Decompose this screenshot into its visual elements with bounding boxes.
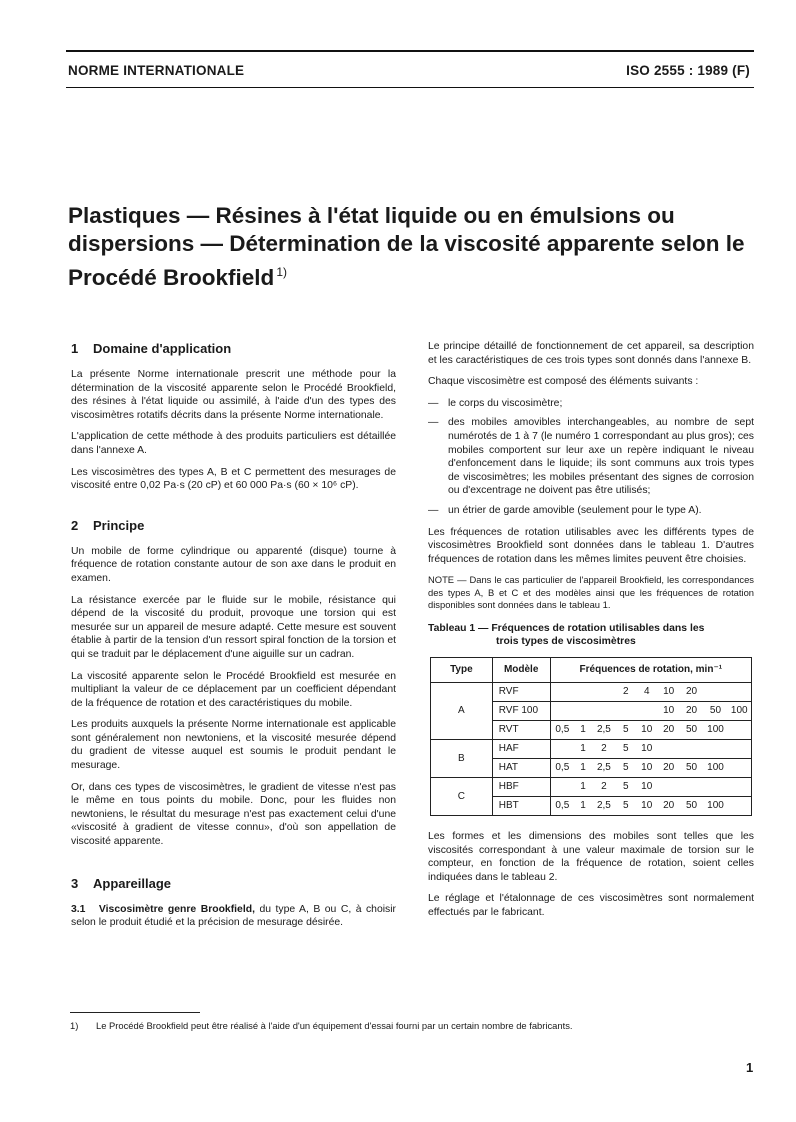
footnote [70,1020,573,1031]
right-column [428,340,754,928]
header-type: Type [431,658,493,683]
frequency-cell: 1 [574,740,592,759]
model-cell: RVF [492,683,550,702]
frequency-cell: 10 [636,797,658,816]
section-1-heading [71,340,396,358]
s3-1-text: du type A, B ou C, à choisir selon le produit étudié et la précision de mesurage désirée. [71,903,396,929]
table-1-caption-line1: Tableau 1 — Fréquences de rotation utilisables dans les [428,622,705,634]
list-item: — des mobiles amovibles interchangeables, au nombre de sept numérotés de 1 à 7 (le numéro 1 correspondant au plus gros); ces mobiles comportent sur leur axe un repère indiquant le niveau d'enfoncement dans le liquide; ils sont communs aux trois types de viscosimètres; les mobiles présentant des signes de corrosion ou d'excentrage ne doivent pas être utilisés; [428,416,754,498]
frequency-cell [574,683,592,702]
r-paragraph-3: Les fréquences de rotation utilisables avec les différents types de viscosimètres Brookfield sont données dans le tableau 1. D'autres fréquences de rotation dans les mêmes limites peuvent être choisies. [428,526,754,565]
frequency-cell [658,778,680,797]
type-cell: B [431,740,493,778]
frequency-cell [680,778,704,797]
s2-paragraph-2: La résistance exercée par le fluide sur le mobile, résistance qui dépend de la viscosité du produit, provoque une torsion qui est mesurée sur un appareil de mesure adapté. Cette mesure est souvent établie à partir de la tension d'un ressort spiral fonction de la torsion et qui se traduit par le déplacement d'une aiguille sur un cadran. [71,594,396,660]
s3-1-paragraph [71,903,396,930]
frequency-cell [550,740,574,759]
frequency-cell [658,740,680,759]
footnote-text: Le Procédé Brookfield peut être réalisé à l'aide d'un équipement d'essai fourni par un certain nombre de fabricants. [96,1020,573,1031]
frequency-cell: 1 [574,759,592,778]
frequency-cell [680,740,704,759]
header-reference: ISO 2555 : 1989 (F) [626,63,750,78]
frequency-cell: 5 [616,740,636,759]
type-cell: A [431,683,493,740]
section-3-heading [71,875,396,893]
title-text: Plastiques — Résines à l'état liquide ou en émulsions ou dispersions — Détermination de la viscosité apparente selon le Procédé Brookfield [68,203,745,290]
frequency-cell [727,721,751,740]
frequency-cell [636,702,658,721]
section-1-title: Domaine d'application [93,341,232,356]
r-paragraph-1: Le principe détaillé de fonctionnement de cet appareil, sa description et les caractéristiques de ces trois types sont donnés dans l'annexe B. [428,341,754,366]
frequency-cell: 2 [592,778,616,797]
section-1-number: 1 [71,341,79,356]
top-rule [66,50,754,52]
frequency-cell [574,702,592,721]
frequency-cell: 0,5 [550,759,574,778]
frequency-cell: 50 [680,797,704,816]
frequency-cell: 4 [636,683,658,702]
frequency-cell [727,778,751,797]
header-rule [66,87,754,88]
frequency-cell [550,702,574,721]
frequency-cell [727,740,751,759]
s1-paragraph-1: La présente Norme internationale prescrit une méthode pour la détermination de la viscosité apparente selon le Procédé Brookfield, des résines à l'état liquide ou assimilé, à l'aide d'un des types des viscosimètres rotatifs décrits dans la présente Norme internationale. [71,369,396,421]
header-frequencies: Fréquences de rotation, min⁻¹ [550,658,751,683]
frequency-cell: 0,5 [550,721,574,740]
r-paragraph-2: Chaque viscosimètre est composé des éléments suivants : [428,376,699,388]
table-row [431,683,752,702]
frequency-cell: 20 [658,759,680,778]
frequency-cell [704,778,728,797]
s2-paragraph-3: La viscosité apparente selon le Procédé Brookfield est mesurée en multipliant la valeur de ce déplacement par un coefficient dépendant de la fréquence de rotation et des caractéristiques du mobile. [71,670,396,709]
s2-paragraph-1: Un mobile de forme cylindrique ou apparenté (disque) tourne à fréquence de rotation constante autour de son axe dans le produit en examen. [71,545,396,584]
frequency-cell: 50 [680,721,704,740]
note: NOTE — Dans le cas particulier de l'appareil Brookfield, les correspondances des types A, B et C et des modèles ainsi que les fréquences de rotation disponibles sont données dans le tableau 1. [428,574,754,611]
frequency-cell: 2,5 [592,721,616,740]
document-title [68,202,748,292]
frequency-cell: 5 [616,797,636,816]
frequency-cell: 5 [616,778,636,797]
frequency-cell [592,702,616,721]
type-cell: C [431,778,493,816]
frequency-cell: 2 [592,740,616,759]
frequency-cell [727,683,751,702]
r-paragraph-5: Le réglage et l'étalonnage de ces viscosimètres sont normalement effectués par le fabricant. [428,893,754,918]
frequency-cell: 50 [680,759,704,778]
s2-paragraph-5: Or, dans ces types de viscosimètres, le gradient de vitesse n'est pas le même en tous points du mobile. Donc, pour les fluides non newtoniens, le résultat du mesurage n'est pas exactement celui d'une «viscosité à gradient de vitesse connu», d'où son appellation de viscosité apparente. [71,781,396,848]
frequency-cell [550,778,574,797]
model-cell: RVT [492,721,550,740]
section-2-number: 2 [71,517,79,533]
frequency-cell: 100 [704,759,728,778]
frequency-cell: 1 [574,778,592,797]
title-footnote-ref: 1) [276,265,287,279]
frequency-cell [704,740,728,759]
frequency-cell: 20 [658,721,680,740]
footnote-number: 1) [70,1020,79,1031]
model-cell: RVF 100 [492,702,550,721]
frequency-cell: 20 [680,702,704,721]
frequency-cell: 50 [704,702,728,721]
table-row [431,740,752,759]
frequency-cell: 10 [636,740,658,759]
frequency-cell: 10 [636,759,658,778]
frequency-cell [727,759,751,778]
frequency-cell: 2,5 [592,759,616,778]
frequency-cell: 100 [704,721,728,740]
s3-1-number: 3.1 [71,903,86,915]
s1-paragraph-2: L'application de cette méthode à des produits particuliers est détaillée dans l'annexe A. [71,431,396,456]
frequency-cell: 10 [636,778,658,797]
frequency-table [430,657,752,816]
model-cell: HAT [492,759,550,778]
section-2-title: Principe [93,517,145,533]
frequency-cell: 2 [616,683,636,702]
list-item: — le corps du viscosimètre; [428,397,754,411]
frequency-cell: 5 [616,759,636,778]
section-2-heading [71,517,396,535]
frequency-cell: 10 [658,683,680,702]
model-cell: HAF [492,740,550,759]
model-cell: HBT [492,797,550,816]
s1-paragraph-3: Les viscosimètres des types A, B et C permettent des mesurages de viscosité entre 0,02 Pa·s (20 cP) et 60 000 Pa·s (60 × 10⁶ cP). [71,466,396,492]
left-column [71,340,396,938]
frequency-cell: 2,5 [592,797,616,816]
table-header-row [431,658,752,683]
frequency-cell: 1 [574,797,592,816]
frequency-cell [727,797,751,816]
page-number: 1 [746,1060,754,1075]
section-3-title: Appareillage [93,875,172,891]
frequency-cell: 10 [658,702,680,721]
header-model: Modèle [492,658,550,683]
frequency-cell: 100 [727,702,751,721]
frequency-cell: 20 [658,797,680,816]
table-1-caption [428,622,754,649]
frequency-cell [616,702,636,721]
s2-paragraph-4: Les produits auxquels la présente Norme internationale est applicable sont généralement non newtoniens, et la viscosité mesurée dépend du gradient de vitesse auquel est soumis le produit pendant le mesurage. [71,719,396,772]
frequency-cell: 20 [680,683,704,702]
header-standard-type: NORME INTERNATIONALE [68,63,245,78]
frequency-cell: 5 [616,721,636,740]
frequency-cell: 100 [704,797,728,816]
components-list [428,397,754,518]
model-cell: HBF [492,778,550,797]
frequency-cell [704,683,728,702]
table-row [431,778,752,797]
frequency-cell: 10 [636,721,658,740]
frequency-cell: 0,5 [550,797,574,816]
table-1-caption-line2: trois types de viscosimètres [496,636,636,648]
section-3-number: 3 [71,875,79,891]
footnote-rule [70,1012,200,1013]
r-paragraph-4: Les formes et les dimensions des mobiles sont telles que les viscosités correspondant à une valeur maximale de torsion sur le compteur, en fonction de la fréquence de rotation, soient celles indiquées dans le tableau 2. [428,831,754,883]
s3-1-title: Viscosimètre genre Brookfield, [98,903,255,915]
list-item: — un étrier de garde amovible (seulement pour le type A). [428,504,754,518]
frequency-cell [592,683,616,702]
frequency-cell: 1 [574,721,592,740]
frequency-cell [550,683,574,702]
